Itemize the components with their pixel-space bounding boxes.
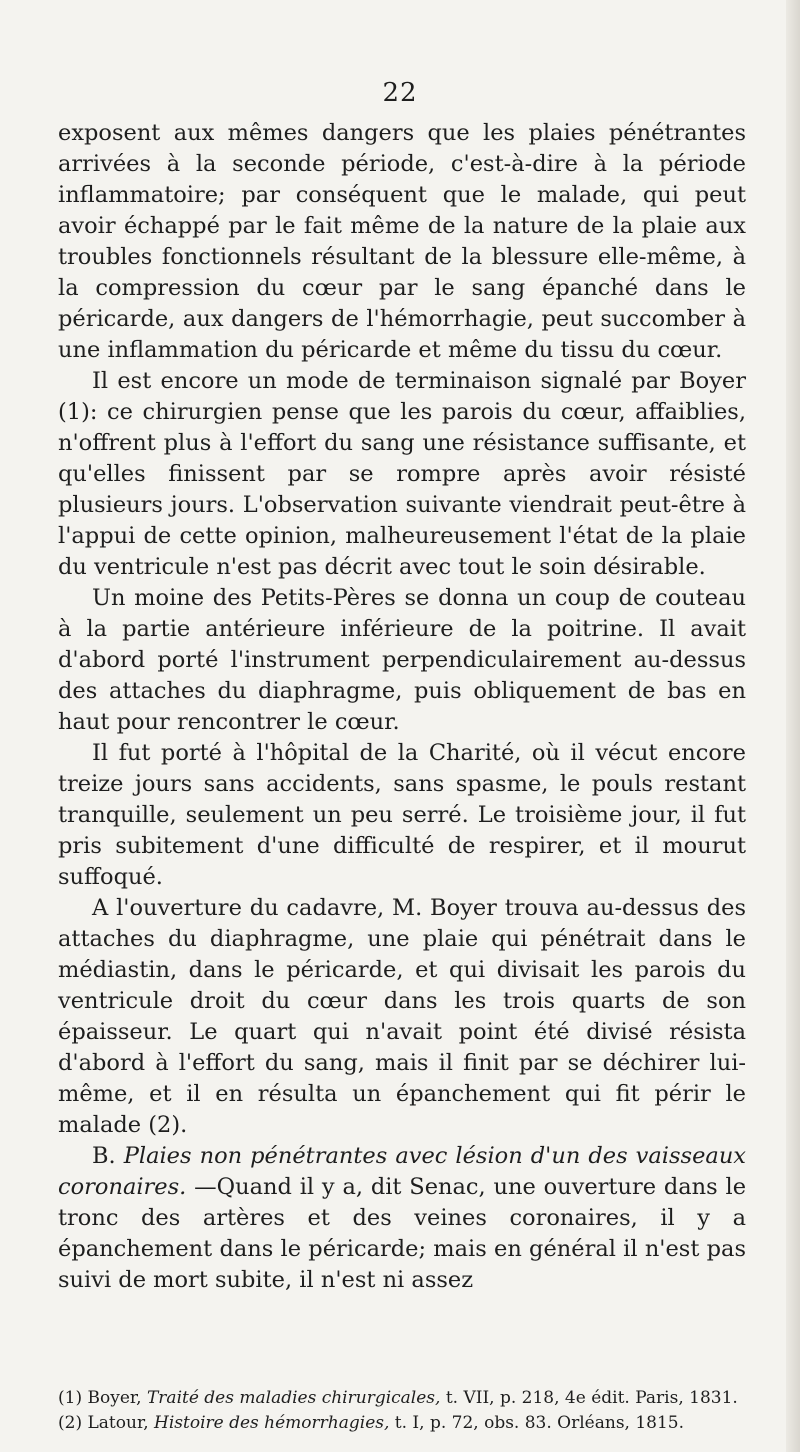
footnote-2-title: Histoire des hémorrhagies, [154,1413,390,1433]
page-edge-shadow [786,0,800,1452]
footnote-2-mark: (2) [58,1413,83,1433]
section-b-title: Plaies non pénétrantes avec lésion d'un des vaisseaux coronaires. [58,1143,746,1200]
footnote-2-details: t. I, p. 72, obs. 83. Orléans, 1815. [394,1413,685,1433]
section-b-label: B. [92,1143,116,1169]
paragraph-5: A l'ouverture du cadavre, M. Boyer trouva au-dessus des attaches du diaphragme, une plaie qui pénétrait dans le médiastin, dans le péricarde, et qui divisait les parois du ventricule droit du cœur dans les trois quarts de son épaisseur. Le quart qui n'avait point été divisé résista d'abord à l'effort du sang, mais il finit par se déchirer lui-même, et il en résulta un épanchement qui fit périr le malade (2). [58,895,746,1138]
paragraph-3: Un moine des Petits-Pères se donna un coup de couteau à la partie antérieure inférieure de la poitrine. Il avait d'abord porté l'instrument perpendiculairement au-dessus des attaches du diaphragme, puis obliquement de bas en haut pour rencontrer le cœur. [58,585,746,735]
section-b-text: —Quand il y a, dit Senac, une ouverture dans le tronc des artères et des veines coronaires, il y a épanchement dans le péricarde; mais en général il n'est pas suivi de mort subite, il n'est ni assez [58,1174,747,1293]
paragraph-2: Il est encore un mode de terminaison signalé par Boyer (1): ce chirurgien pense que les parois du cœur, affaiblies, n'offrent plus à l'effort du sang une résistance suffisante, et qu'elles finissent par se rompre après avoir résisté plusieurs jours. L'observation suivante viendrait peut-être à l'appui de cette opinion, malheureusement l'état de la plaie du ventricule n'est pas décrit avec tout le soin désirable. [58,368,746,580]
body-text [58,118,746,1296]
paragraph-1: exposent aux mêmes dangers que les plaies pénétrantes arrivées à la seconde période, c'est-à-dire à la période inflammatoire; par conséquent que le malade, qui peut avoir échappé par le fait même de la nature de la plaie aux troubles fonctionnels résultant de la blessure elle-même, à la compression du cœur par le sang épanché dans le péricarde, aux dangers de l'hémorrhagie, peut succomber à une inflammation du péricarde et même du tissu du cœur. [58,120,746,363]
page-number: 22 [382,78,418,108]
footnote-2 [58,1411,746,1436]
paragraph-4: Il fut porté à l'hôpital de la Charité, où il vécut encore treize jours sans accidents, sans spasme, le pouls restant tranquille, seulement un peu serré. Le troisième jour, il fut pris subitement d'une difficulté de respirer, et il mourut suffoqué. [58,740,746,890]
footnote-1-mark: (1) [58,1388,83,1408]
footnote-1-details: t. VII, p. 218, 4e édit. Paris, 1831. [445,1388,738,1408]
footnotes [58,1386,746,1436]
footnote-1 [58,1386,746,1411]
footnote-2-author: Latour, [87,1413,149,1433]
section-b-paragraph [58,1141,746,1296]
footnote-1-title: Traité des maladies chirurgicales, [146,1388,441,1408]
footnote-1-author: Boyer, [87,1388,142,1408]
